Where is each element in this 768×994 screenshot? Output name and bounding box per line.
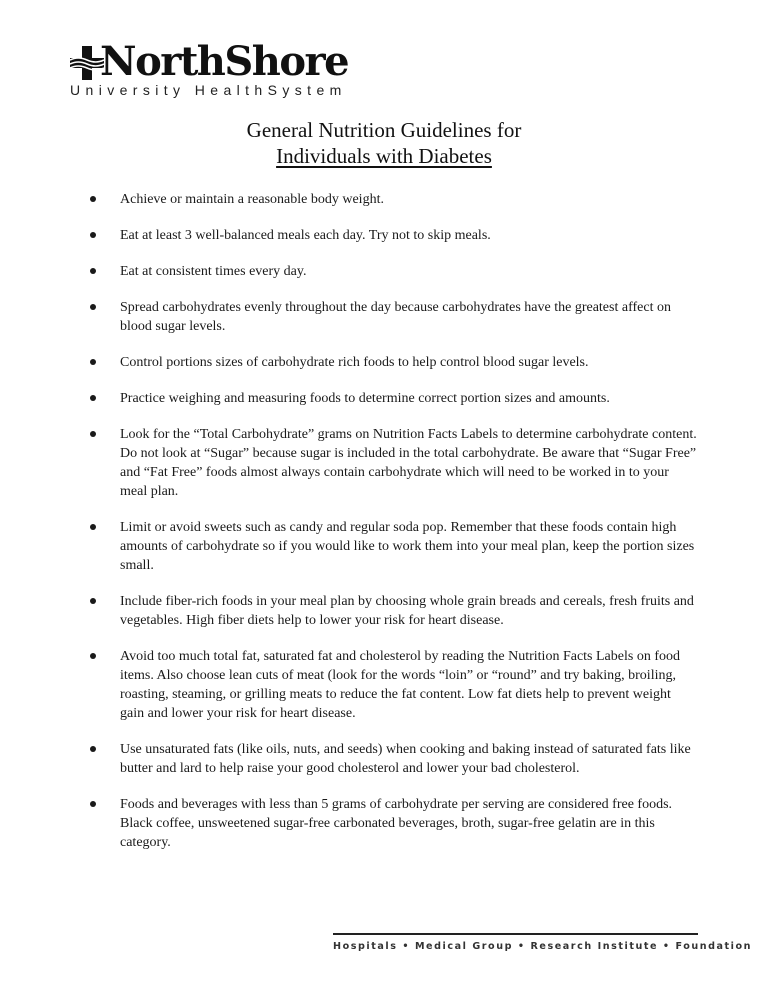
list-item	[88, 262, 698, 281]
list-item	[88, 592, 698, 630]
bullet-icon	[90, 431, 96, 437]
list-item-text: Include fiber-rich foods in your meal plan by choosing whole grain breads and cereals, fresh fruits and vegetables. High fiber diets help to lower your risk for heart disease.	[120, 594, 694, 628]
footer-divider	[333, 933, 698, 935]
bullet-icon	[90, 524, 96, 530]
list-item	[88, 353, 698, 372]
bullet-icon	[90, 598, 96, 604]
bullet-icon	[90, 395, 96, 401]
list-item-text: Achieve or maintain a reasonable body weight.	[120, 192, 384, 207]
list-item-text: Eat at consistent times every day.	[120, 264, 307, 279]
list-item-text: Limit or avoid sweets such as candy and regular soda pop. Remember that these foods contain high amounts of carbohydrate so if you would like to work them into your meal plan, keep the portion sizes small.	[120, 520, 695, 573]
list-item	[88, 740, 698, 778]
list-item-text: Look for the “Total Carbohydrate” grams on Nutrition Facts Labels to determine carbohydrate content. Do not look at “Sugar” because sugar is included in the total carbohydrate. Be aware that “Sugar Free” and “Fat Free” foods almost always contain carbohydrate which will need to be worked in to your meal plan.	[120, 427, 697, 499]
bullet-icon	[90, 232, 96, 238]
list-item	[88, 190, 698, 209]
bullet-icon	[90, 268, 96, 274]
list-item-text: Spread carbohydrates evenly throughout the day because carbohydrates have the greatest affect on blood sugar levels.	[120, 300, 671, 334]
list-item-text: Foods and beverages with less than 5 grams of carbohydrate per serving are considered free foods. Black coffee, unsweetened sugar-free carbonated beverages, broth, sugar-free gelatin are in this category.	[120, 797, 673, 850]
logo-wordmark: NorthShore	[100, 38, 349, 85]
list-item	[88, 425, 698, 501]
list-item	[88, 389, 698, 408]
list-item	[88, 647, 698, 723]
list-item	[88, 518, 698, 575]
logo-subtitle: University HealthSystem	[70, 82, 347, 98]
list-item-text: Practice weighing and measuring foods to determine correct portion sizes and amounts.	[120, 391, 610, 406]
page-title-line-2: Individuals with Diabetes	[276, 144, 492, 168]
bullet-icon	[90, 801, 96, 807]
bullet-icon	[90, 196, 96, 202]
list-item-text: Control portions sizes of carbohydrate rich foods to help control blood sugar levels.	[120, 355, 589, 370]
bullet-icon	[90, 653, 96, 659]
list-item-text: Avoid too much total fat, saturated fat and cholesterol by reading the Nutrition Facts Labels on food items. Also choose lean cuts of meat (look for the words “loin” or “round” and try baking, broiling, roasting, steaming, or grilling meats to reduce the fat content. Low fat diets help to prevent weight gain and lower your risk for heart disease.	[120, 649, 680, 721]
list-item	[88, 298, 698, 336]
bullet-icon	[90, 359, 96, 365]
guidelines-list	[88, 190, 698, 869]
northshore-logo	[70, 38, 349, 100]
list-item-text: Eat at least 3 well-balanced meals each day. Try not to skip meals.	[120, 228, 491, 243]
list-item	[88, 795, 698, 852]
list-item-text: Use unsaturated fats (like oils, nuts, and seeds) when cooking and baking instead of saturated fats like butter and lard to help raise your good cholesterol and lower your bad cholesterol.	[120, 742, 691, 776]
cross-logo-icon	[70, 46, 104, 80]
list-item	[88, 226, 698, 245]
bullet-icon	[90, 746, 96, 752]
bullet-icon	[90, 304, 96, 310]
page-title-line-1: General Nutrition Guidelines for	[246, 118, 522, 142]
footer-tagline: Hospitals • Medical Group • Research Institute • Foundation	[333, 941, 753, 952]
